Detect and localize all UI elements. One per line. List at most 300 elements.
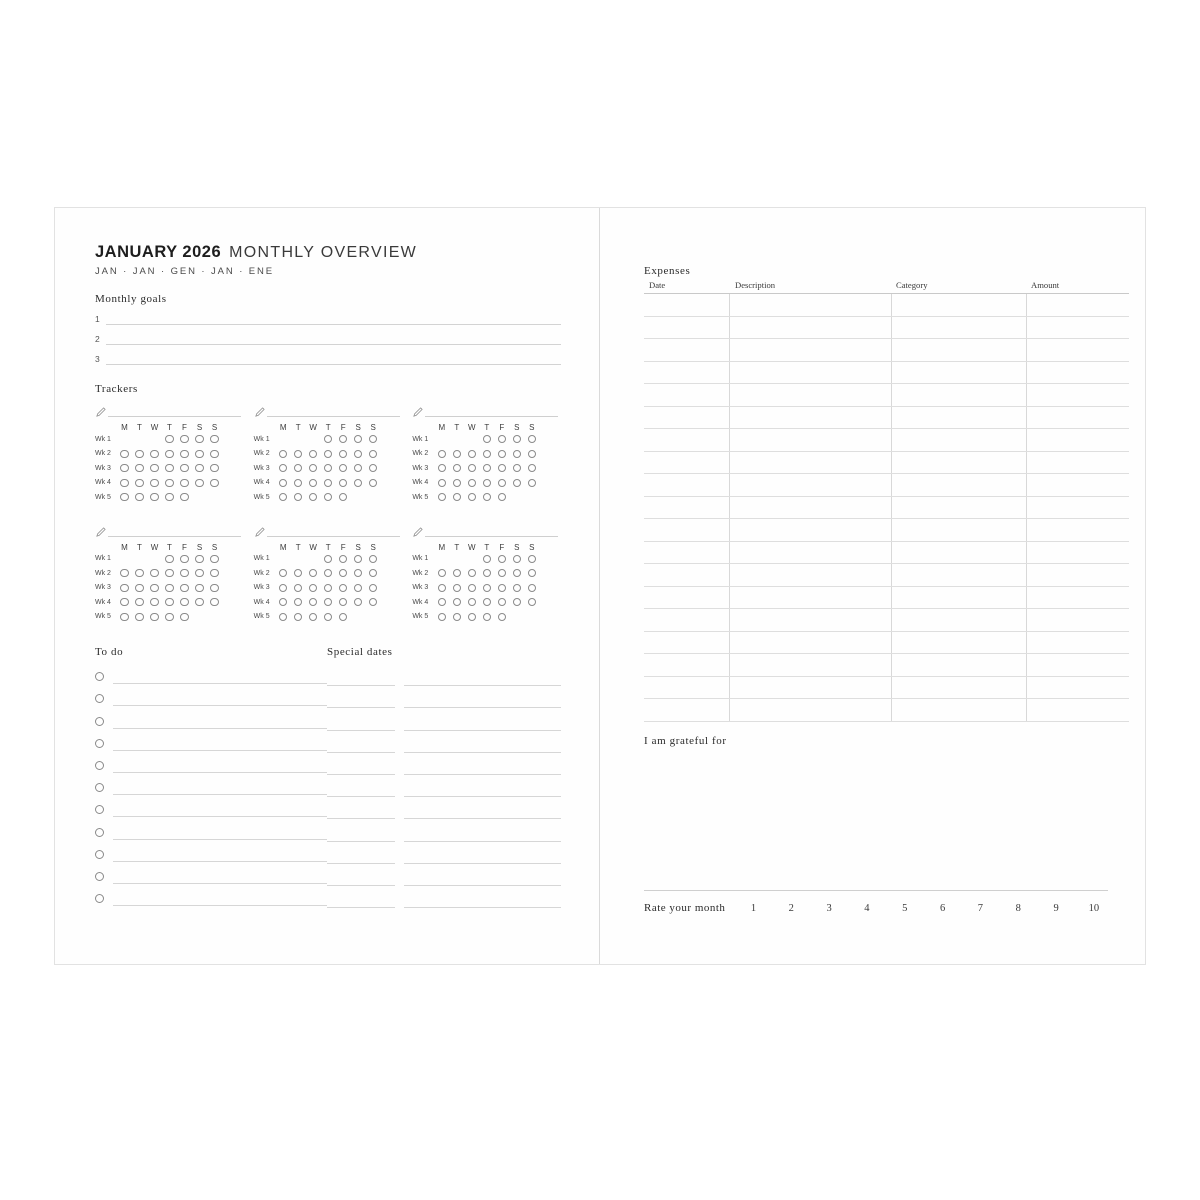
tracker-day-cell[interactable] [291, 555, 306, 563]
expense-cell-category[interactable] [891, 316, 1026, 339]
tracker-day-cell[interactable] [207, 450, 222, 458]
tracker-day-cell[interactable] [276, 493, 291, 501]
tracker-title-line[interactable] [425, 524, 558, 537]
special-date-row[interactable] [327, 864, 561, 886]
tracker-dot[interactable] [309, 493, 317, 501]
tracker-day-cell[interactable] [291, 584, 306, 592]
tracker-day-cell[interactable] [177, 435, 192, 443]
tracker-day-cell[interactable] [509, 569, 524, 577]
tracker-dot[interactable] [279, 569, 287, 577]
special-date-row[interactable] [327, 708, 561, 730]
tracker-dot[interactable] [180, 435, 188, 443]
special-date-date-line[interactable] [327, 885, 395, 908]
tracker-dot[interactable] [120, 479, 128, 487]
tracker-dot[interactable] [528, 569, 536, 577]
tracker-day-cell[interactable] [434, 613, 449, 621]
tracker-dot[interactable] [180, 569, 188, 577]
tracker-day-cell[interactable] [162, 450, 177, 458]
tracker-day-cell[interactable] [162, 555, 177, 563]
table-row[interactable] [644, 654, 1129, 677]
expense-cell-amount[interactable] [1026, 339, 1129, 362]
tracker-dot[interactable] [324, 555, 332, 563]
tracker-dot[interactable] [309, 598, 317, 606]
tracker-day-cell[interactable] [276, 450, 291, 458]
tracker-dot[interactable] [165, 435, 173, 443]
special-date-text-line[interactable] [404, 818, 561, 841]
todo-row[interactable] [95, 706, 327, 728]
tracker-dot[interactable] [468, 493, 476, 501]
special-date-date-line[interactable] [327, 818, 395, 841]
special-date-text-line[interactable] [404, 707, 561, 730]
tracker-day-cell[interactable] [509, 493, 524, 501]
tracker-day-cell[interactable] [494, 569, 509, 577]
tracker-day-cell[interactable] [366, 479, 381, 487]
tracker-day-cell[interactable] [509, 435, 524, 443]
expense-cell-category[interactable] [891, 406, 1026, 429]
tracker-dot[interactable] [339, 450, 347, 458]
tracker-dot[interactable] [324, 569, 332, 577]
expense-cell-date[interactable] [644, 429, 730, 452]
tracker-day-cell[interactable] [434, 435, 449, 443]
tracker-day-cell[interactable] [494, 584, 509, 592]
tracker-dot[interactable] [309, 584, 317, 592]
tracker-dot[interactable] [294, 569, 302, 577]
tracker-dot[interactable] [339, 584, 347, 592]
tracker-dot[interactable] [483, 584, 491, 592]
tracker-dot[interactable] [195, 450, 203, 458]
expense-cell-amount[interactable] [1026, 631, 1129, 654]
tracker-day-cell[interactable] [147, 569, 162, 577]
table-row[interactable] [644, 339, 1129, 362]
tracker-day-cell[interactable] [321, 584, 336, 592]
tracker-dot[interactable] [513, 555, 521, 563]
tracker-day-cell[interactable] [177, 584, 192, 592]
tracker-day-cell[interactable] [351, 493, 366, 501]
tracker-dot[interactable] [339, 435, 347, 443]
tracker-day-cell[interactable] [147, 450, 162, 458]
expense-cell-amount[interactable] [1026, 384, 1129, 407]
tracker-dot[interactable] [438, 493, 446, 501]
todo-row[interactable] [95, 795, 327, 817]
tracker-dot[interactable] [135, 479, 143, 487]
tracker-day-cell[interactable] [524, 598, 539, 606]
tracker-day-cell[interactable] [434, 584, 449, 592]
tracker-day-cell[interactable] [366, 493, 381, 501]
expense-cell-amount[interactable] [1026, 294, 1129, 317]
tracker-dot[interactable] [438, 613, 446, 621]
tracker-day-cell[interactable] [464, 493, 479, 501]
special-date-row[interactable] [327, 842, 561, 864]
tracker-dot[interactable] [339, 555, 347, 563]
tracker-dot[interactable] [369, 435, 377, 443]
tracker-dot[interactable] [498, 569, 506, 577]
tracker-dot[interactable] [180, 493, 188, 501]
tracker-dot[interactable] [150, 598, 158, 606]
tracker-dot[interactable] [210, 584, 218, 592]
expense-cell-description[interactable] [730, 564, 892, 587]
special-date-row[interactable] [327, 686, 561, 708]
expense-cell-amount[interactable] [1026, 609, 1129, 632]
tracker-dot[interactable] [369, 479, 377, 487]
todo-row[interactable] [95, 684, 327, 706]
tracker-day-cell[interactable] [524, 450, 539, 458]
tracker-day-cell[interactable] [449, 435, 464, 443]
expense-cell-category[interactable] [891, 474, 1026, 497]
tracker-day-cell[interactable] [449, 584, 464, 592]
todo-write-line[interactable] [113, 794, 327, 817]
special-date-row[interactable] [327, 775, 561, 797]
tracker-dot[interactable] [165, 555, 173, 563]
tracker-dot[interactable] [453, 493, 461, 501]
tracker-day-cell[interactable] [449, 464, 464, 472]
tracker-dot[interactable] [135, 464, 143, 472]
tracker-day-cell[interactable] [132, 435, 147, 443]
tracker-dot[interactable] [294, 493, 302, 501]
tracker-day-cell[interactable] [479, 479, 494, 487]
tracker-day-cell[interactable] [479, 555, 494, 563]
tracker-day-cell[interactable] [192, 435, 207, 443]
tracker-dot[interactable] [354, 435, 362, 443]
tracker-dot[interactable] [165, 613, 173, 621]
tracker-dot[interactable] [195, 584, 203, 592]
tracker-day-cell[interactable] [336, 450, 351, 458]
expense-cell-date[interactable] [644, 541, 730, 564]
tracker-day-cell[interactable] [306, 435, 321, 443]
tracker-dot[interactable] [279, 493, 287, 501]
expense-cell-category[interactable] [891, 384, 1026, 407]
expense-cell-amount[interactable] [1026, 316, 1129, 339]
tracker-dot[interactable] [195, 479, 203, 487]
tracker-dot[interactable] [513, 569, 521, 577]
tracker-day-cell[interactable] [117, 464, 132, 472]
tracker-day-cell[interactable] [524, 435, 539, 443]
special-date-date-line[interactable] [327, 707, 395, 730]
tracker-day-cell[interactable] [291, 598, 306, 606]
tracker-dot[interactable] [468, 450, 476, 458]
tracker-dot[interactable] [279, 479, 287, 487]
tracker-day-cell[interactable] [177, 479, 192, 487]
todo-checkbox[interactable] [95, 783, 104, 792]
tracker-title-line[interactable] [425, 404, 558, 417]
tracker-day-cell[interactable] [306, 569, 321, 577]
tracker-day-cell[interactable] [434, 598, 449, 606]
tracker-day-cell[interactable] [117, 493, 132, 501]
tracker-day-cell[interactable] [494, 493, 509, 501]
table-row[interactable] [644, 361, 1129, 384]
tracker-day-cell[interactable] [132, 598, 147, 606]
tracker-dot[interactable] [468, 598, 476, 606]
tracker-dot[interactable] [120, 464, 128, 472]
tracker-day-cell[interactable] [321, 435, 336, 443]
tracker-day-cell[interactable] [147, 613, 162, 621]
tracker-dot[interactable] [438, 464, 446, 472]
expense-cell-description[interactable] [730, 451, 892, 474]
table-row[interactable] [644, 676, 1129, 699]
tracker-dot[interactable] [354, 584, 362, 592]
todo-row[interactable] [95, 817, 327, 839]
expense-cell-date[interactable] [644, 339, 730, 362]
tracker-day-cell[interactable] [192, 493, 207, 501]
tracker-day-cell[interactable] [434, 464, 449, 472]
tracker-dot[interactable] [210, 555, 218, 563]
tracker-day-cell[interactable] [351, 479, 366, 487]
tracker-dot[interactable] [369, 569, 377, 577]
tracker-day-cell[interactable] [177, 569, 192, 577]
tracker-dot[interactable] [180, 613, 188, 621]
expense-cell-category[interactable] [891, 294, 1026, 317]
tracker-day-cell[interactable] [147, 555, 162, 563]
tracker-dot[interactable] [180, 598, 188, 606]
todo-write-line[interactable] [113, 816, 327, 839]
tracker-dot[interactable] [135, 598, 143, 606]
tracker-title-line[interactable] [108, 404, 241, 417]
todo-row[interactable] [95, 729, 327, 751]
tracker-day-cell[interactable] [306, 479, 321, 487]
table-row[interactable] [644, 564, 1129, 587]
tracker-day-cell[interactable] [479, 435, 494, 443]
tracker-dot[interactable] [453, 464, 461, 472]
tracker-day-cell[interactable] [162, 613, 177, 621]
tracker-dot[interactable] [354, 555, 362, 563]
tracker-dot[interactable] [309, 450, 317, 458]
tracker-day-cell[interactable] [509, 613, 524, 621]
tracker-day-cell[interactable] [306, 555, 321, 563]
expense-cell-category[interactable] [891, 631, 1026, 654]
tracker-dot[interactable] [279, 584, 287, 592]
tracker-day-cell[interactable] [464, 450, 479, 458]
tracker-day-cell[interactable] [336, 493, 351, 501]
tracker-dot[interactable] [513, 584, 521, 592]
tracker-day-cell[interactable] [479, 450, 494, 458]
expense-cell-category[interactable] [891, 541, 1026, 564]
tracker-day-cell[interactable] [351, 464, 366, 472]
tracker-dot[interactable] [195, 435, 203, 443]
tracker-day-cell[interactable] [479, 493, 494, 501]
tracker-dot[interactable] [369, 450, 377, 458]
tracker-day-cell[interactable] [207, 479, 222, 487]
tracker-day-cell[interactable] [494, 450, 509, 458]
special-date-date-line[interactable] [327, 730, 395, 753]
tracker-dot[interactable] [354, 598, 362, 606]
tracker-dot[interactable] [120, 613, 128, 621]
tracker-day-cell[interactable] [192, 555, 207, 563]
goal-row[interactable] [95, 305, 561, 325]
tracker-dot[interactable] [294, 584, 302, 592]
tracker-day-cell[interactable] [306, 598, 321, 606]
tracker-day-cell[interactable] [494, 598, 509, 606]
tracker-day-cell[interactable] [351, 584, 366, 592]
special-date-date-line[interactable] [327, 752, 395, 775]
tracker-day-cell[interactable] [177, 493, 192, 501]
tracker-dot[interactable] [165, 464, 173, 472]
tracker-title-line[interactable] [267, 404, 400, 417]
tracker-dot[interactable] [294, 479, 302, 487]
tracker-dot[interactable] [438, 584, 446, 592]
table-row[interactable] [644, 586, 1129, 609]
todo-write-line[interactable] [113, 661, 327, 684]
tracker-dot[interactable] [294, 450, 302, 458]
expense-cell-description[interactable] [730, 406, 892, 429]
tracker-day-cell[interactable] [434, 555, 449, 563]
expense-cell-amount[interactable] [1026, 519, 1129, 542]
tracker-dot[interactable] [324, 598, 332, 606]
tracker-day-cell[interactable] [162, 479, 177, 487]
tracker-dot[interactable] [135, 450, 143, 458]
tracker-day-cell[interactable] [449, 450, 464, 458]
tracker-day-cell[interactable] [132, 569, 147, 577]
tracker-day-cell[interactable] [494, 555, 509, 563]
tracker-dot[interactable] [210, 479, 218, 487]
tracker-dot[interactable] [324, 493, 332, 501]
tracker-day-cell[interactable] [336, 479, 351, 487]
tracker-dot[interactable] [498, 555, 506, 563]
tracker-day-cell[interactable] [291, 493, 306, 501]
tracker-day-cell[interactable] [366, 555, 381, 563]
tracker-dot[interactable] [150, 479, 158, 487]
rate-option[interactable]: 2 [788, 902, 794, 914]
tracker-day-cell[interactable] [366, 584, 381, 592]
tracker-day-cell[interactable] [434, 493, 449, 501]
tracker-dot[interactable] [210, 464, 218, 472]
tracker-title-line[interactable] [108, 524, 241, 537]
expense-cell-amount[interactable] [1026, 474, 1129, 497]
expense-cell-category[interactable] [891, 496, 1026, 519]
expense-cell-description[interactable] [730, 361, 892, 384]
tracker-dot[interactable] [195, 569, 203, 577]
tracker-day-cell[interactable] [117, 584, 132, 592]
expense-cell-category[interactable] [891, 429, 1026, 452]
special-date-text-line[interactable] [404, 752, 561, 775]
expense-cell-date[interactable] [644, 451, 730, 474]
tracker-dot[interactable] [165, 598, 173, 606]
tracker-dot[interactable] [150, 613, 158, 621]
expense-cell-amount[interactable] [1026, 496, 1129, 519]
special-date-row[interactable] [327, 731, 561, 753]
expense-cell-date[interactable] [644, 519, 730, 542]
expense-cell-category[interactable] [891, 609, 1026, 632]
tracker-day-cell[interactable] [276, 464, 291, 472]
tracker-day-cell[interactable] [321, 450, 336, 458]
tracker-day-cell[interactable] [351, 598, 366, 606]
tracker-dot[interactable] [324, 464, 332, 472]
table-row[interactable] [644, 609, 1129, 632]
tracker-day-cell[interactable] [434, 569, 449, 577]
special-date-text-line[interactable] [404, 885, 561, 908]
tracker-day-cell[interactable] [449, 493, 464, 501]
expense-cell-category[interactable] [891, 564, 1026, 587]
tracker-day-cell[interactable] [434, 450, 449, 458]
expense-cell-date[interactable] [644, 361, 730, 384]
tracker-day-cell[interactable] [336, 464, 351, 472]
tracker-day-cell[interactable] [351, 450, 366, 458]
todo-checkbox[interactable] [95, 739, 104, 748]
tracker-dot[interactable] [195, 555, 203, 563]
tracker-day-cell[interactable] [524, 555, 539, 563]
tracker-day-cell[interactable] [449, 598, 464, 606]
todo-checkbox[interactable] [95, 694, 104, 703]
tracker-day-cell[interactable] [524, 493, 539, 501]
tracker-day-cell[interactable] [147, 584, 162, 592]
tracker-day-cell[interactable] [132, 584, 147, 592]
tracker-dot[interactable] [210, 450, 218, 458]
rate-option[interactable]: 4 [864, 902, 870, 914]
tracker-dot[interactable] [195, 598, 203, 606]
tracker-dot[interactable] [339, 493, 347, 501]
tracker-dot[interactable] [120, 569, 128, 577]
tracker-day-cell[interactable] [351, 613, 366, 621]
tracker-day-cell[interactable] [192, 598, 207, 606]
tracker-dot[interactable] [483, 569, 491, 577]
tracker-day-cell[interactable] [207, 493, 222, 501]
rate-option[interactable]: 10 [1088, 902, 1100, 914]
tracker-day-cell[interactable] [117, 435, 132, 443]
tracker-day-cell[interactable] [321, 569, 336, 577]
expense-cell-description[interactable] [730, 294, 892, 317]
tracker-day-cell[interactable] [351, 435, 366, 443]
tracker-dot[interactable] [354, 450, 362, 458]
table-row[interactable] [644, 496, 1129, 519]
goal-row[interactable] [95, 345, 561, 365]
tracker-day-cell[interactable] [276, 613, 291, 621]
tracker-day-cell[interactable] [464, 598, 479, 606]
tracker-dot[interactable] [210, 598, 218, 606]
tracker-dot[interactable] [294, 598, 302, 606]
special-date-date-line[interactable] [327, 685, 395, 708]
tracker-dot[interactable] [279, 613, 287, 621]
expense-cell-description[interactable] [730, 631, 892, 654]
tracker-day-cell[interactable] [117, 598, 132, 606]
expense-cell-category[interactable] [891, 676, 1026, 699]
tracker-day-cell[interactable] [162, 569, 177, 577]
tracker-dot[interactable] [369, 555, 377, 563]
tracker-day-cell[interactable] [192, 569, 207, 577]
tracker-dot[interactable] [135, 569, 143, 577]
tracker-dot[interactable] [180, 479, 188, 487]
tracker-dot[interactable] [498, 584, 506, 592]
tracker-day-cell[interactable] [276, 435, 291, 443]
todo-write-line[interactable] [113, 839, 327, 862]
tracker-dot[interactable] [279, 450, 287, 458]
tracker-day-cell[interactable] [306, 613, 321, 621]
tracker-day-cell[interactable] [192, 584, 207, 592]
todo-write-line[interactable] [113, 705, 327, 728]
tracker-dot[interactable] [294, 464, 302, 472]
special-date-date-line[interactable] [327, 796, 395, 819]
table-row[interactable] [644, 294, 1129, 317]
tracker-dot[interactable] [528, 598, 536, 606]
tracker-day-cell[interactable] [117, 613, 132, 621]
tracker-dot[interactable] [498, 479, 506, 487]
expense-cell-amount[interactable] [1026, 699, 1129, 722]
rate-option[interactable]: 7 [977, 902, 984, 914]
tracker-dot[interactable] [528, 584, 536, 592]
expense-cell-amount[interactable] [1026, 451, 1129, 474]
goal-row[interactable] [95, 325, 561, 345]
todo-write-line[interactable] [113, 728, 327, 751]
tracker-day-cell[interactable] [306, 493, 321, 501]
tracker-day-cell[interactable] [366, 450, 381, 458]
tracker-dot[interactable] [483, 479, 491, 487]
tracker-day-cell[interactable] [207, 555, 222, 563]
tracker-day-cell[interactable] [291, 450, 306, 458]
tracker-dot[interactable] [468, 584, 476, 592]
tracker-dot[interactable] [210, 569, 218, 577]
todo-write-line[interactable] [113, 861, 327, 884]
tracker-day-cell[interactable] [291, 569, 306, 577]
special-date-row[interactable] [327, 819, 561, 841]
tracker-day-cell[interactable] [464, 584, 479, 592]
tracker-day-cell[interactable] [449, 613, 464, 621]
